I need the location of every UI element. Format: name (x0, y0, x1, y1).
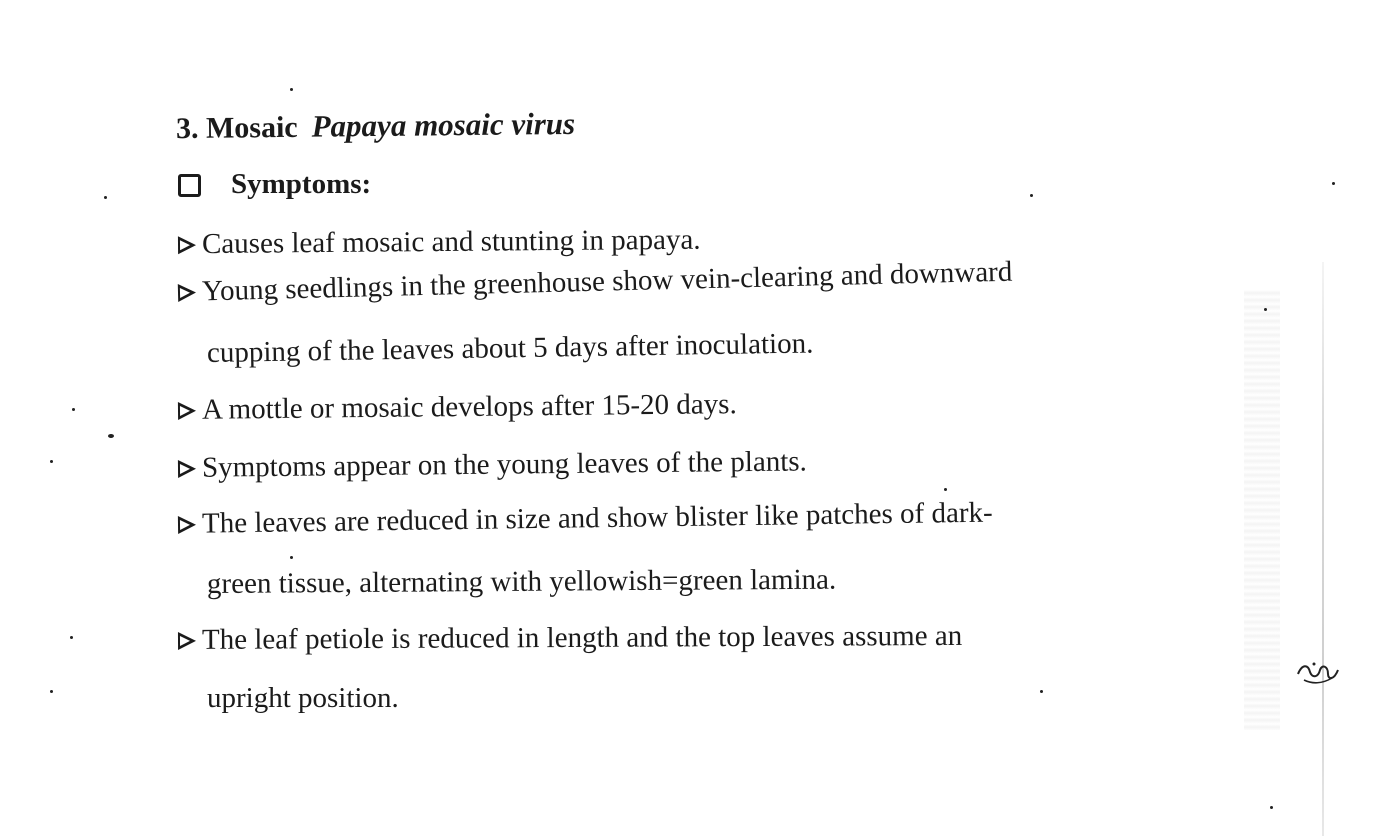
checkbox-icon (178, 174, 201, 197)
line-text: A mottle or mosaic develops after 15-20 days. (201, 388, 737, 426)
bullet-line (178, 620, 962, 657)
scan-speck (1040, 690, 1043, 693)
page-edge-line (1322, 262, 1324, 836)
symptoms-label: Symptoms: (231, 168, 372, 200)
scan-speck (1270, 806, 1273, 809)
scan-speck (1332, 182, 1335, 185)
scan-speck (290, 88, 293, 91)
line-text: Symptoms appear on the young leaves of the plants. (201, 445, 807, 484)
bullet-line (178, 445, 807, 485)
bullet-line (178, 224, 701, 262)
line-text: Causes leaf mosaic and stunting in papaya. (201, 223, 701, 261)
continuation-line (207, 564, 836, 601)
line-text: Young seedlings in the greenhouse show vein-clearing and downward (201, 255, 1013, 308)
bullet-line (178, 497, 993, 541)
section-heading (176, 106, 575, 146)
line-text: cupping of the leaves about 5 days after inoculation. (206, 327, 814, 369)
line-text: The leaf petiole is reduced in length and the top leaves assume an (201, 619, 963, 656)
scan-speck (1030, 194, 1033, 197)
arrowhead-bullet-icon (178, 632, 196, 650)
arrowhead-bullet-icon (178, 284, 196, 302)
scan-speck (50, 460, 53, 463)
line-text: green tissue, alternating with yellowish=green lamina. (206, 563, 837, 600)
scan-speck (70, 636, 73, 639)
handwritten-mark-icon (1294, 656, 1340, 688)
symptoms-header (178, 168, 371, 201)
scan-speck (108, 434, 114, 438)
arrowhead-bullet-icon (178, 236, 196, 254)
bullet-line (178, 256, 1013, 309)
continuation-line (207, 682, 399, 715)
scan-speck (72, 408, 75, 411)
arrowhead-bullet-icon (178, 516, 196, 534)
arrowhead-bullet-icon (178, 402, 196, 420)
scan-speck (1264, 308, 1267, 311)
line-text: The leaves are reduced in size and show blister like patches of dark- (201, 496, 993, 540)
heading-title: 3. Mosaic (175, 110, 298, 146)
scan-speck (290, 556, 293, 559)
scan-speck (944, 488, 947, 491)
heading-species: Papaya mosaic virus (311, 105, 576, 144)
line-text: upright position. (207, 682, 399, 714)
scan-speck (50, 690, 53, 693)
continuation-line (207, 327, 814, 370)
arrowhead-bullet-icon (178, 460, 196, 478)
scan-speck (104, 196, 107, 199)
scan-edge-noise (1244, 290, 1280, 730)
bullet-line (178, 388, 737, 427)
